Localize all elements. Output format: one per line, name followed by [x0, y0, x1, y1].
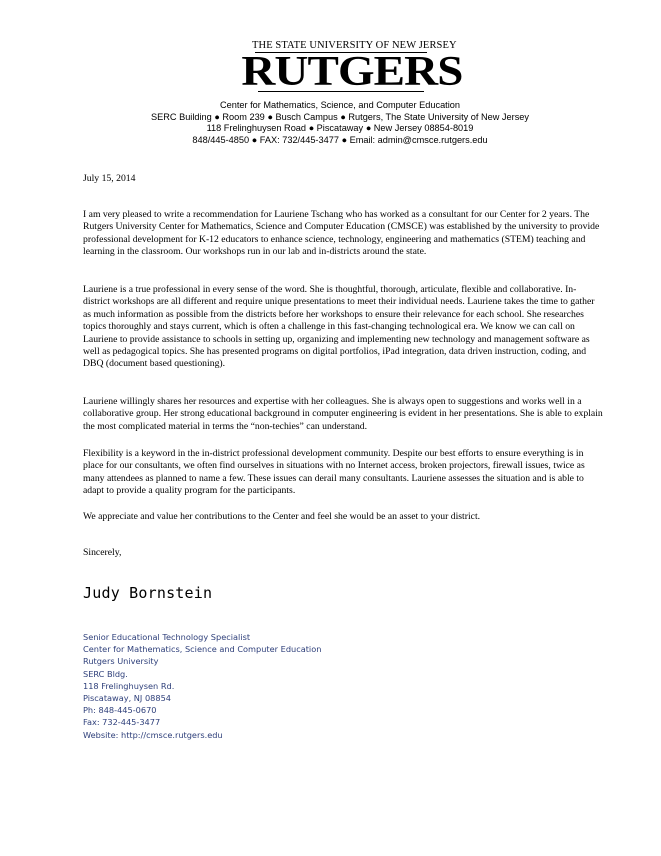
- letter-date: July 15, 2014: [83, 173, 136, 184]
- letterhead-address-block: [60, 100, 620, 146]
- paragraph-text: I am very pleased to write a recommendation for Lauriene Tschang who has worked as a consultant for our Center for 2 years. The Rutgers University Center for Mathematics, Science and Computer Education (CMSCE) was established by the university to provide professional development for K-12 educators to enhance science, technology, engineering and mathematics (STEM) teaching and learning in the classroom. Our workshops run in our lab and in-districts around the state.: [83, 209, 600, 258]
- letterhead-address-line-1: SERC Building ● Room 239 ● Busch Campus ● Rutgers, The State University of New Jersey: [150, 111, 529, 122]
- letterhead-address-line-2: 118 Frelinghuysen Road ● Piscataway ● New Jersey 08854-8019: [206, 123, 474, 133]
- paragraph-text: Flexibility is a keyword in the in-district professional development community. Despite our best efforts to ensure everything is in place for our consultants, we often find ourselves in situations with no Internet access, broken projectors, firewall issues, twice as many attendees as planned to name a few. These issues can derail many consultants. Lauriene assesses the situation and is able to adapt to provide a quality program for the participants.: [83, 448, 585, 497]
- logo-university-name: THE STATE UNIVERSITY OF NEW JERSEY: [252, 40, 457, 51]
- rutgers-logo: [241, 40, 463, 95]
- signer-organization: Rutgers University: [83, 656, 159, 667]
- letter-paragraph-2: [83, 284, 603, 371]
- signer-city: Piscataway, NJ 08854: [83, 693, 171, 704]
- signer-title: Senior Educational Technology Specialist: [83, 632, 251, 642]
- signer-website: Website: http://cmsce.rutgers.edu: [83, 729, 223, 740]
- letter-paragraph-4: [83, 448, 603, 498]
- letter-paragraph-3: [83, 396, 603, 433]
- signer-fax: Fax: 732-445-3477: [83, 717, 161, 728]
- letter-closing: Sincerely,: [83, 547, 122, 558]
- letterhead-center-name: Center for Mathematics, Science, and Computer Education: [219, 100, 460, 110]
- signer-street: 118 Frelinghuysen Rd.: [83, 680, 175, 691]
- signature: Judy Bornstein: [83, 584, 213, 602]
- letter-paragraph-1: [83, 209, 603, 259]
- paragraph-text: Lauriene is a true professional in every sense of the word. She is thoughtful, thorough, articulate, flexible and collaborative. In-district workshops are all different and require unique presentations to meet their individual needs. Lauriene takes the time to gather as much information as possible from the districts before her workshops to ensure their relevance for each school. She researches topics thoroughly and stays current, which is often a challenge in this fast-changing technological era. We know we can call on Lauriene to provide assistance to schools in setting up, organizing and implementing new technology and management software as well as pedagogical topics. She has presented programs on digital portfolios, iPad integration, data driven instruction, coding, and DBQ (document based questioning).: [83, 284, 595, 370]
- signer-contact-block: [83, 631, 321, 741]
- signer-phone: Ph: 848-445-0670: [83, 705, 157, 716]
- signer-center: Center for Mathematics, Science and Computer Education: [83, 644, 322, 655]
- paragraph-text: Lauriene willingly shares her resources and expertise with her colleagues. She is always open to suggestions and works well in a collaborative group. Her strong educational background in computer engineering is evident in her presentations. She is able to explain the most complicated material in terms the “non-techies” can understand.: [83, 396, 603, 432]
- letterhead-contact-line: 848/445-4850 ● FAX: 732/445-3477 ● Email: admin@cmsce.rutgers.edu: [192, 134, 488, 145]
- logo-wordmark: RUTGERS: [241, 49, 463, 95]
- letter-paragraph-5: [83, 511, 603, 523]
- paragraph-text: We appreciate and value her contributions to the Center and feel she would be an asset to your district.: [83, 511, 481, 522]
- signer-building: SERC Bldg.: [83, 668, 128, 679]
